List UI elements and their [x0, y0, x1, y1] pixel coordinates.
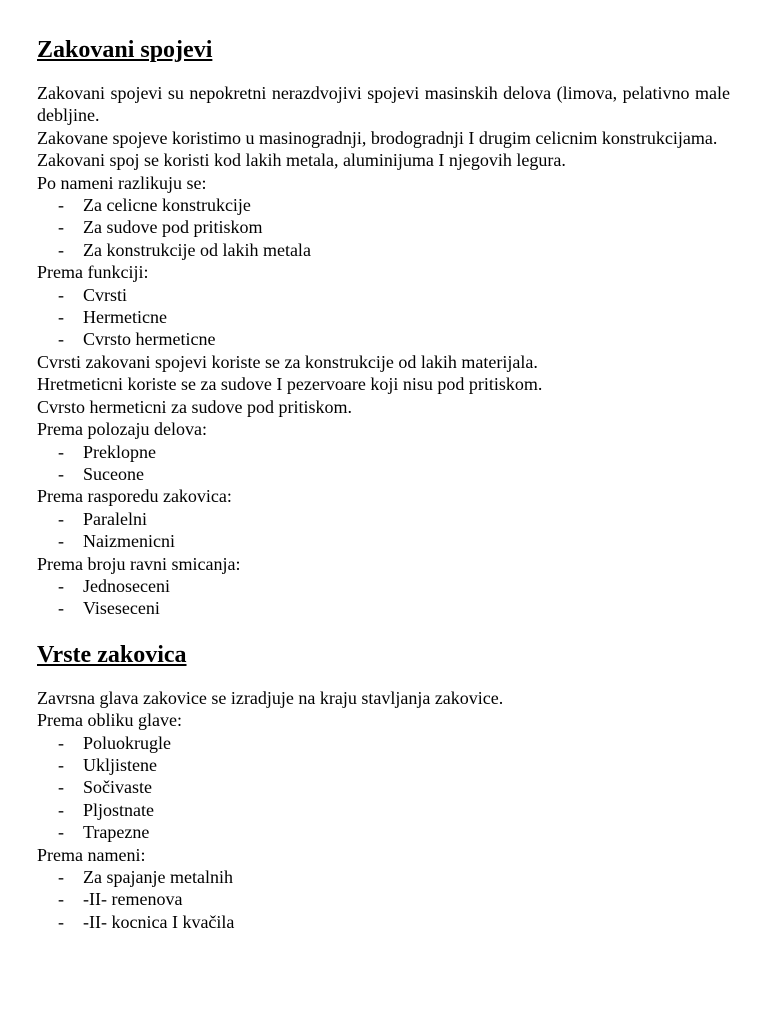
paragraph-cvrsti: Cvrsti zakovani spojevi koriste se za konstrukcije od lakih materijala.: [37, 351, 538, 372]
paragraph-usage: Zakovane spojeve koristimo u masinogradnji, brodogradnji I drugim celicnim konstrukcijama.: [37, 127, 718, 148]
list-item: - Pljostnate: [58, 799, 154, 820]
list-raspored: [37, 508, 730, 553]
list-item: - Za sudove pod pritiskom: [58, 217, 263, 238]
section-body-zakovani-spojevi: [37, 82, 730, 620]
section-title-vrste-zakovica: Vrste zakovica: [37, 641, 187, 668]
list-item: - Sočivaste: [58, 777, 152, 798]
bullet-dash: -: [58, 284, 64, 305]
bullet-dash: -: [58, 239, 64, 260]
list-item: - Za konstrukcije od lakih metala: [58, 239, 311, 260]
paragraph-hermeticni: Hretmeticni koriste se za sudove I pezervoare koji nisu pod pritiskom.: [37, 374, 543, 395]
list-item: - Ukljistene: [58, 754, 157, 775]
list-item: - Preklopne: [58, 441, 156, 462]
bullet-dash: -: [58, 441, 64, 462]
paragraph-zavrsna-glava: Zavrsna glava zakovice se izradjuje na kraju stavljanja zakovice.: [37, 687, 504, 708]
bullet-dash: -: [58, 307, 64, 328]
list-item: - Jednoseceni: [58, 575, 170, 596]
list-oblik: [37, 732, 730, 844]
list-label-raspored: Prema rasporedu zakovica:: [37, 486, 232, 507]
list-polozaj: [37, 441, 730, 486]
list-item: - Paralelni: [58, 508, 147, 529]
list-funkcija: [37, 284, 730, 351]
list-item: - -II- remenova: [58, 889, 183, 910]
list-namena-2: [37, 866, 730, 933]
list-label-polozaj: Prema polozaju delova:: [37, 419, 207, 440]
list-label-oblik: Prema obliku glave:: [37, 710, 182, 731]
bullet-dash: -: [58, 195, 64, 216]
bullet-dash: -: [58, 911, 64, 932]
bullet-dash: -: [58, 889, 64, 910]
list-label-namena-2: Prema nameni:: [37, 844, 146, 865]
bullet-dash: -: [58, 732, 64, 753]
bullet-dash: -: [58, 754, 64, 775]
list-item: - Naizmenicni: [58, 531, 175, 552]
list-label-namena: Po nameni razlikuju se:: [37, 172, 207, 193]
list-item: - Cvrsto hermeticne: [58, 329, 216, 350]
bullet-dash: -: [58, 799, 64, 820]
list-item: - Poluokrugle: [58, 732, 171, 753]
paragraph-definition: Zakovani spojevi su nepokretni nerazdvojivi spojevi masinskih delova (limova, pelativno male debljine.: [37, 83, 730, 126]
bullet-dash: -: [58, 217, 64, 238]
bullet-dash: -: [58, 329, 64, 350]
bullet-dash: -: [58, 867, 64, 887]
list-item: - Cvrsti: [58, 284, 128, 305]
section-title-zakovani-spojevi: Zakovani spojevi: [37, 37, 213, 63]
list-item: - -II- kocnica I kvačila: [58, 911, 235, 932]
list-label-ravni: Prema broju ravni smicanja:: [37, 553, 241, 574]
list-item: - Za celicne konstrukcije: [58, 195, 251, 216]
list-item: - Trapezne: [58, 822, 150, 843]
bullet-dash: -: [58, 822, 64, 843]
list-label-funkcija: Prema funkciji:: [37, 262, 149, 283]
bullet-dash: -: [58, 508, 64, 529]
list-ravni: [37, 575, 730, 620]
bullet-dash: -: [58, 463, 64, 484]
list-item: - Suceone: [58, 463, 144, 484]
document-page: [37, 34, 730, 933]
bullet-dash: -: [58, 575, 64, 596]
bullet-dash: -: [58, 598, 64, 619]
paragraph-cvrsto-hermeticni: Cvrsto hermeticni za sudove pod pritiskom.: [37, 396, 352, 417]
bullet-dash: -: [58, 531, 64, 552]
section-body-vrste-zakovica: [37, 687, 730, 933]
paragraph-metals: Zakovani spoj se koristi kod lakih metala, aluminijuma I njegovih legura.: [37, 150, 566, 171]
list-namena: [37, 194, 730, 261]
list-item: - Viseseceni: [58, 598, 160, 619]
list-item: - Za spajanje metalnih: [58, 867, 233, 887]
bullet-dash: -: [58, 777, 64, 798]
list-item: - Hermeticne: [58, 307, 167, 328]
